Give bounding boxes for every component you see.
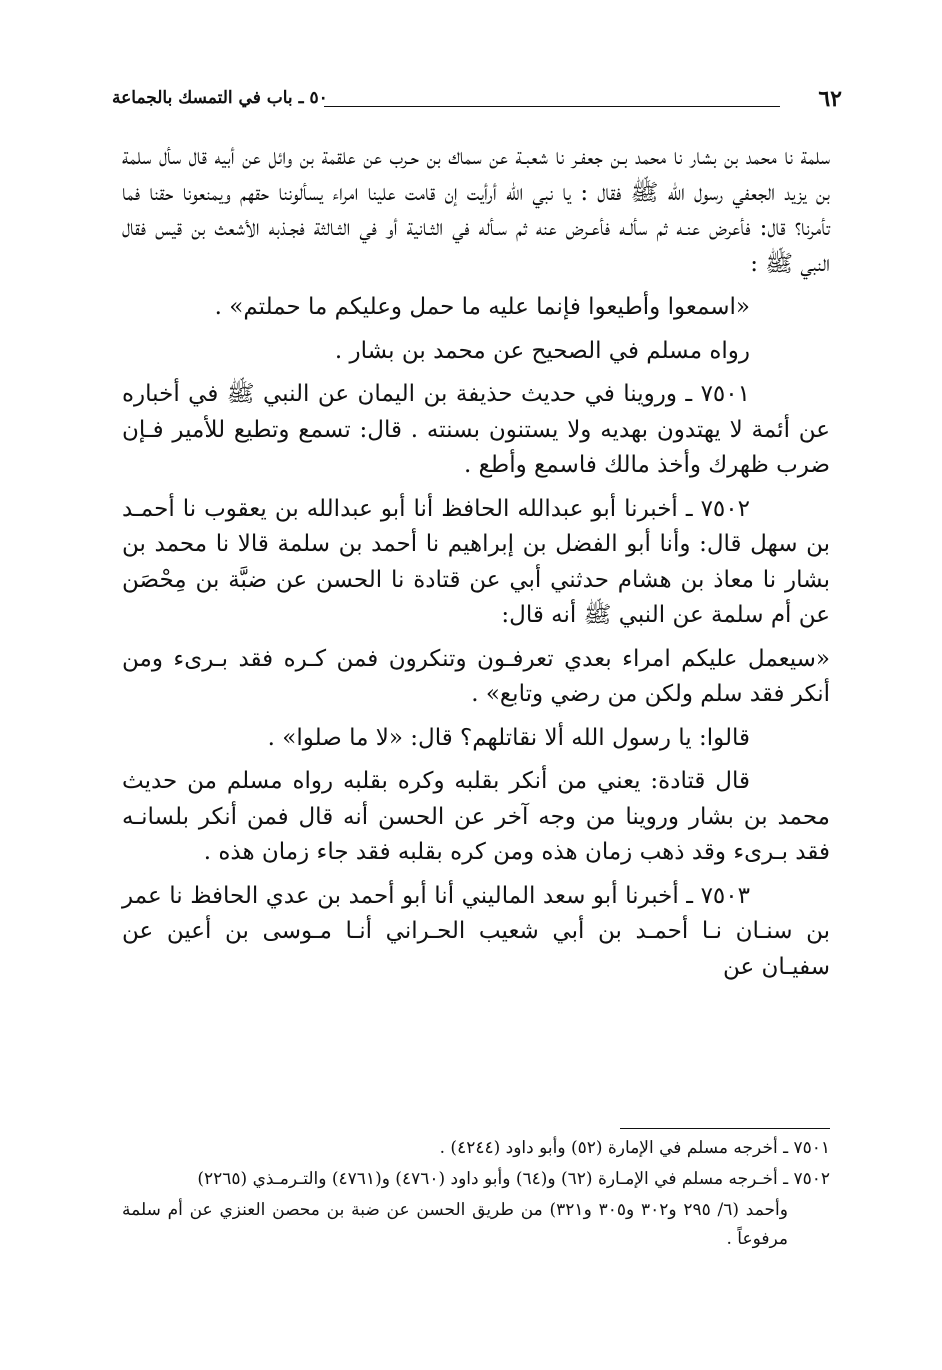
footnote-7502-continued: وأحمد (٦/ ٢٩٥ و٣٠٢ و٣٠٥ و٣٢١) من طريق الحسن عن ضبة بن محصن العنزي عن أم سلمة مرفوعاً . [122, 1200, 788, 1249]
footnotes [122, 1134, 830, 1256]
paragraph-hadith-quote-2: «سيعمل عليكم امراء بعدي تعرفـون وتنكرون فمن كـره فقد بـرىء ومن أنكر فقد سلم ولكن من رضي وتابع» . [122, 645, 830, 707]
paragraph-qalu: قالوا: يا رسول الله ألا نقاتلهم؟ قال: «لا ما صلوا» . [267, 724, 750, 751]
footnote-7502: ٧٥٠٢ ـ أخـرجه مسلم في الإمـارة (٦٢) و(٦٤) وأبو داود (٤٧٦٠) و(٤٧٦١) والتـرمـذي (٢٢٦٥) [197, 1169, 830, 1189]
paragraph-7503: ٧٥٠٣ ـ أخبرنا أبو سعد الماليني أنا أبو أحمد بن عدي الحافظ نا عمر بن سنـان نـا أحمـد بن أبي شعيب الحـراني أنـا مـوسى بن أعين عن سفيـان عن [122, 882, 830, 980]
main-text [122, 140, 830, 993]
footnote-7501: ٧٥٠١ ـ أخرجه مسلم في الإمارة (٥٢) وأبو داود (٤٢٤٤) . [439, 1138, 830, 1158]
paragraph-riwaya: رواه مسلم في الصحيح عن محمد بن بشار . [334, 337, 750, 364]
paragraph-7502: ٧٥٠٢ ـ أخبرنا أبو عبدالله الحافظ أنا أبو عبدالله بن يعقوب نا أحمـد بن سهل قال: وأنا أبو الفضل بن إبراهيم نا أحمد بن سلمة قالا نا محمد بن بشار نا معاذ بن هشام حدثني أبي عن قتادة نا الحسن عن ضبَّة بن مِحْصَن عن أم سلمة عن النبي ﷺ أنه قال: [122, 495, 830, 628]
footnote-rule [620, 1128, 830, 1129]
paragraph-hadith-quote: «اسمعوا وأطيعوا فإنما عليه ما حمل وعليكم ما حملتم» . [214, 294, 750, 320]
header-rule [324, 106, 780, 107]
paragraph-qatada: قال قتادة: يعني من أنكر بقلبه وكره بقلبه رواه مسلم من حديث محمد بن بشار وروينا من وجه آخر عن الحسن أنه قال فمن أنكر بلسانـه فقد بـرىء وقد ذهب زمان هذه ومن كره بقلبه فقد جاء زمان هذه . [122, 768, 830, 865]
chapter-title: ٥٠ ـ باب في التمسك بالجماعة [112, 88, 328, 108]
paragraph-7501: ٧٥٠١ ـ وروينا في حديث حذيفة بن اليمان عن النبي ﷺ في أخباره عن أئمة لا يهتدون بهديه ولا يستنون بسنته . قال: تسمع وتطيع للأمير فـإن ضرب ظهرك وأخذ مالك فاسمع وأطع . [122, 381, 830, 478]
page-number: ٦٢ [818, 86, 842, 112]
paragraph-isnad: سلمة نا محمد بن بشار نا محمد بـن جعفـر نا شعبـة عن سماك بن حـرب عن علقمة بن وائل عن أبيه قال سأل سلمة بن يزيد الجعفي رسول الله ﷺ فقال : يا نبي الله أرأيت إن قامت علينا امراء يسألوننا حقهم ويمنعونا حقنا فما تأمرنا؟ قال: فأعرض عنـه ثم سألـه فأعـرض عنه ثم سـأله في الثـانية أو في الثـالثة فجـذبه الأشعث بن قيس فقال النبي ﷺ : [122, 144, 830, 277]
page-header [112, 86, 842, 116]
